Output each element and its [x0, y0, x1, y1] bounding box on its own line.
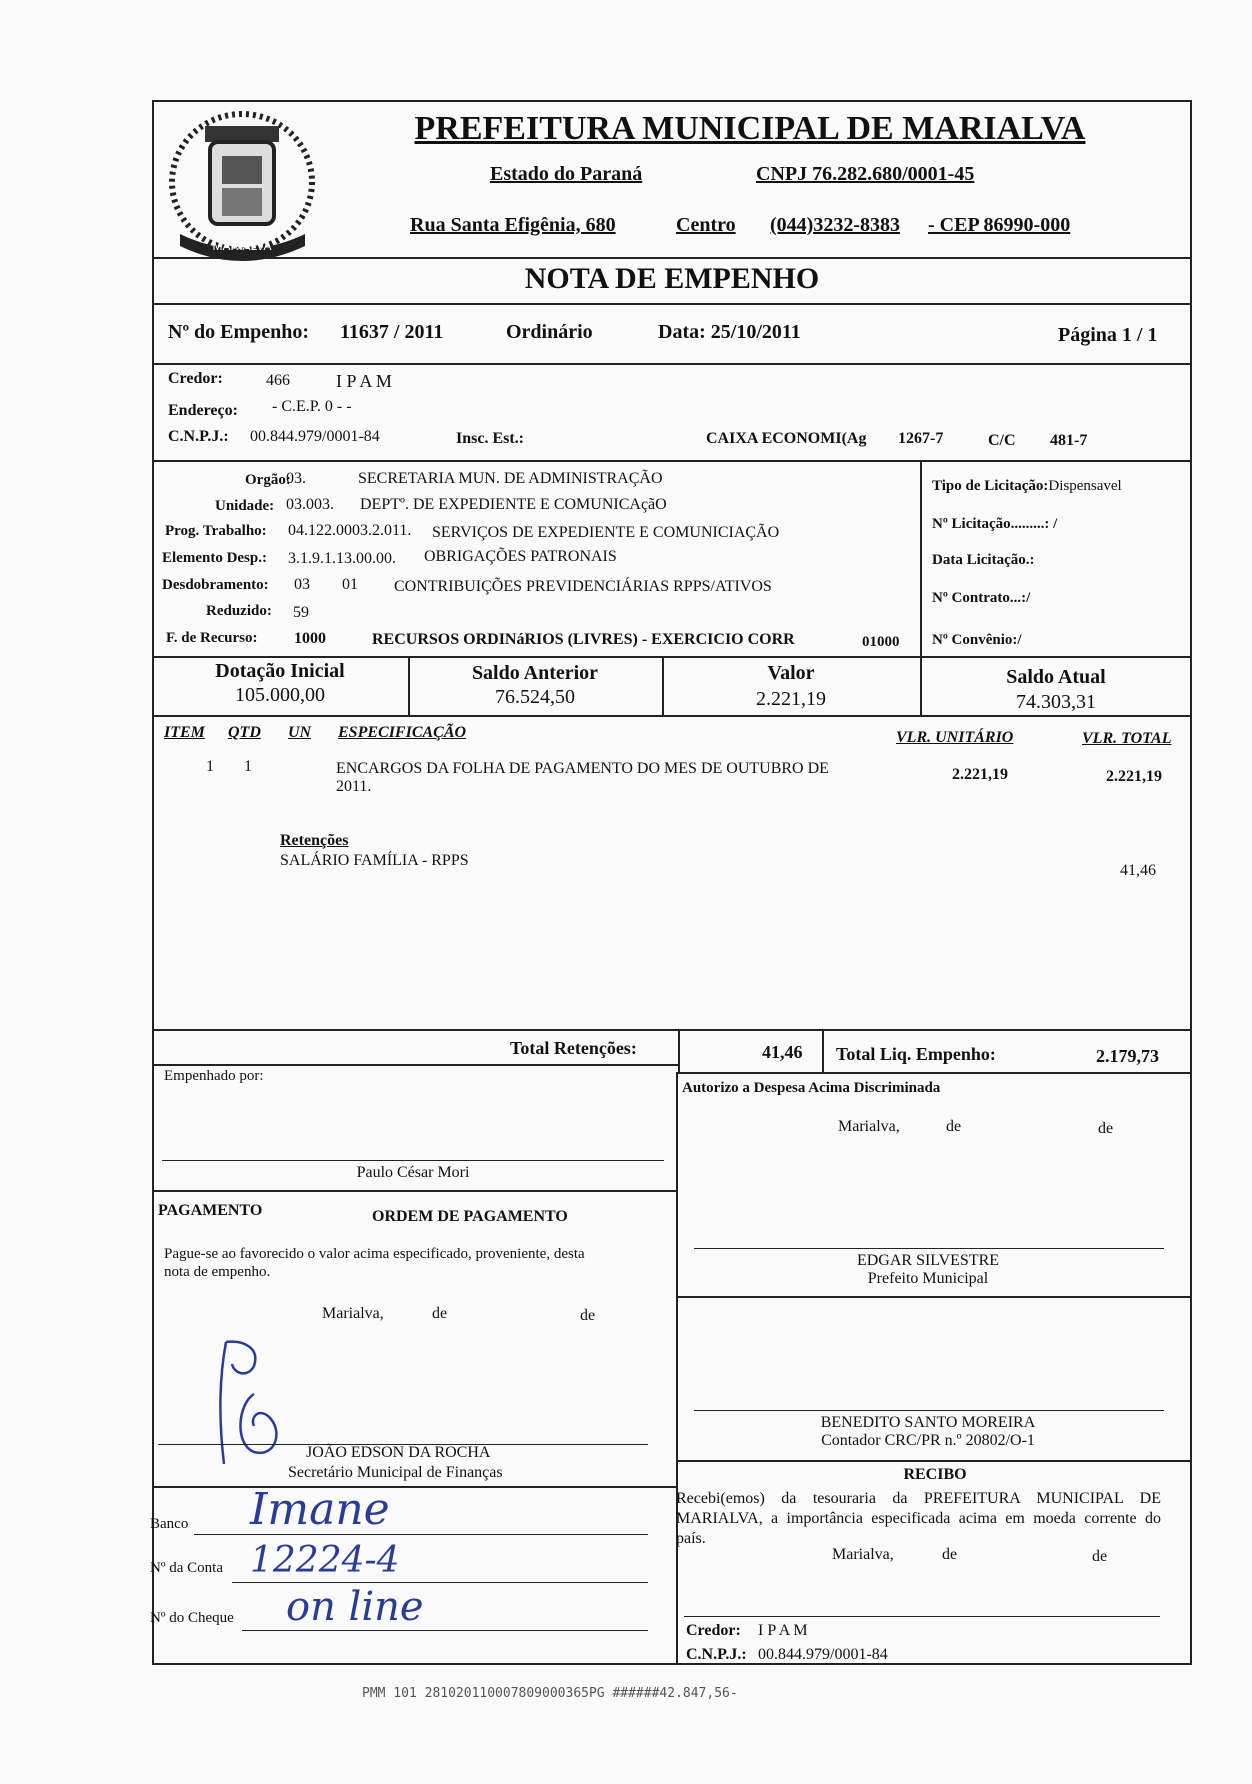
recibo-cnpj-label: C.N.P.J.:: [686, 1646, 747, 1663]
recurso-label: F. de Recurso:: [166, 630, 258, 646]
orgao-label: Orgão:: [245, 472, 291, 488]
retencao-name: SALÁRIO FAMÍLIA - RPPS: [280, 852, 469, 869]
item-qtd: 1: [244, 758, 252, 775]
desdobramento-code2: 01: [342, 576, 358, 593]
empenhado-name: Paulo César Mori: [356, 1164, 470, 1181]
col-un: UN: [288, 724, 312, 741]
saldo-atual-label: Saldo Atual: [1006, 666, 1106, 688]
credor-name: I P A M: [336, 371, 392, 391]
licitacao-number: Nº Licitação.........: /: [932, 516, 1058, 532]
page-number: Página 1 / 1: [1058, 324, 1158, 346]
unidade-name: DEPTº. DE EXPEDIENTE E COMUNICAçãO: [360, 496, 667, 513]
recibo-cnpj-value: 00.844.979/0001-84: [758, 1646, 888, 1663]
recurso-code: 1000: [294, 630, 326, 647]
unidade-label: Unidade:: [215, 498, 275, 514]
autorizo-de1: de: [946, 1118, 962, 1135]
credor-code: 466: [266, 372, 290, 389]
cheque-label: Nº do Cheque: [150, 1610, 234, 1626]
empenho-date: Data: 25/10/2011: [658, 321, 801, 343]
elemento-code: 3.1.9.1.13.00.00.: [288, 550, 396, 567]
coat-of-arms-icon: [160, 104, 325, 264]
saldo-anterior-label: Saldo Anterior: [471, 662, 599, 684]
total-retencoes-value: 41,46: [762, 1042, 803, 1062]
municipality-title: PREFEITURA MUNICIPAL DE MARIALVA: [414, 110, 1086, 147]
phone: (044)3232-8383: [770, 214, 900, 236]
contador-title: Contador CRC/PR n.º 20802/O-1: [821, 1432, 1035, 1449]
retencoes-title: Retenções: [280, 832, 349, 849]
cc-value: 481-7: [1050, 432, 1088, 449]
recurso-name: RECURSOS ORDINáRIOS (LIVRES) - EXERCICIO CORR: [372, 631, 795, 648]
orgao-name: SECRETARIA MUN. DE ADMINISTRAÇÃO: [358, 470, 663, 487]
desdobramento-name: CONTRIBUIÇÕES PREVIDENCIÁRIAS RPPS/ATIVOS: [394, 578, 772, 595]
prefeito-title: Prefeito Municipal: [867, 1270, 989, 1287]
recibo-text-line3: país.: [676, 1530, 706, 1547]
empenho-number-label: Nº do Empenho:: [168, 321, 310, 343]
recibo-credor-label: Credor:: [686, 1622, 741, 1639]
reduzido-label: Reduzido:: [206, 603, 272, 619]
dotacao-label: Dotação Inicial: [215, 660, 345, 682]
total-liquido-value: 2.179,73: [1096, 1046, 1159, 1066]
item-spec-line1: ENCARGOS DA FOLHA DE PAGAMENTO DO MES DE OUTUBRO DE: [336, 760, 829, 777]
valor-value: 2.221,19: [756, 688, 826, 710]
col-item: ITEM: [164, 724, 205, 741]
contador-name: BENEDITO SANTO MOREIRA: [820, 1414, 1036, 1431]
municipality-cnpj: CNPJ 76.282.680/0001-45: [756, 163, 975, 185]
col-spec: ESPECIFICAÇÃO: [338, 724, 467, 741]
retencao-value: 41,46: [1120, 862, 1156, 879]
autorizo-label: Autorizo a Despesa Acima Discriminada: [682, 1080, 941, 1096]
licitacao-date: Data Licitação.:: [932, 552, 1035, 568]
tipo-licitacao-label: Tipo de Licitação:: [932, 478, 1049, 494]
pagamento-text-line1: Pague-se ao favorecido o valor acima especificado, proveniente, desta: [164, 1246, 585, 1262]
recibo-city: Marialva,: [832, 1546, 894, 1563]
dotacao-value: 105.000,00: [235, 684, 325, 706]
saldo-anterior-value: 76.524,50: [495, 686, 575, 708]
banco-handwritten: Imane: [250, 1484, 390, 1535]
address-label: Endereço:: [168, 402, 238, 419]
conta-label: Nº da Conta: [150, 1560, 223, 1576]
cc-label: C/C: [988, 432, 1016, 449]
secretario-title: Secretário Municipal de Finanças: [288, 1464, 503, 1481]
recibo-de2: de: [1092, 1548, 1108, 1565]
total-liquido-label: Total Liq. Empenho:: [836, 1044, 996, 1064]
footer-stamp: PMM 101 281020110007809000365PG ######42.847,56-: [362, 1686, 738, 1701]
prog-code: 04.122.0003.2.011.: [288, 522, 412, 539]
col-unit-value: VLR. UNITÁRIO: [896, 729, 1014, 746]
tipo-licitacao: [932, 478, 1122, 495]
valor-label: Valor: [767, 662, 815, 684]
credor-cnpj: 00.844.979/0001-84: [250, 428, 380, 445]
cep: - CEP 86990-000: [928, 214, 1071, 236]
elemento-name: OBRIGAÇÕES PATRONAIS: [424, 548, 617, 565]
empenho-type: Ordinário: [506, 321, 593, 343]
pagamento-de2: de: [580, 1307, 596, 1324]
ordem-pagamento-label: ORDEM DE PAGAMENTO: [372, 1208, 568, 1225]
convenio-number: Nº Convênio:/: [932, 632, 1022, 648]
prog-name: SERVIÇOS DE EXPEDIENTE E COMUNICIAÇÃO: [432, 524, 780, 541]
saldo-atual-value: 74.303,31: [1016, 691, 1096, 713]
item-unit-value: 2.221,19: [952, 766, 1008, 783]
conta-handwritten: 12224-4: [250, 1540, 400, 1581]
prog-label: Prog. Trabalho:: [165, 523, 267, 539]
address-value: - C.E.P. 0 - -: [272, 398, 352, 415]
pagamento-city: Marialva,: [322, 1305, 384, 1322]
district: Centro: [676, 214, 736, 236]
prefeito-name: EDGAR SILVESTRE: [856, 1252, 1000, 1269]
elemento-label: Elemento Desp.:: [162, 550, 267, 566]
handwritten-signature-icon: [214, 1334, 304, 1474]
street-address: Rua Santa Efigênia, 680: [410, 214, 616, 236]
contrato-number: Nº Contrato...:/: [932, 590, 1031, 606]
autorizo-de2: de: [1098, 1120, 1114, 1137]
recibo-de1: de: [942, 1546, 958, 1563]
desdobramento-code1: 03: [294, 576, 310, 593]
total-retencoes-label: Total Retenções:: [510, 1038, 637, 1058]
pagamento-label: PAGAMENTO: [158, 1202, 263, 1219]
secretario-name: JOÃO EDSON DA ROCHA: [306, 1444, 491, 1461]
autorizo-city: Marialva,: [838, 1118, 900, 1135]
cheque-handwritten: on line: [286, 1584, 424, 1630]
cnpj-label: C.N.P.J.:: [168, 428, 229, 445]
pagamento-text-line2: nota de empenho.: [164, 1264, 271, 1280]
col-qtd: QTD: [228, 724, 261, 741]
banco-label: Banco: [150, 1516, 189, 1532]
col-total-value: VLR. TOTAL: [1082, 730, 1172, 747]
secretario-signature: [214, 1334, 304, 1474]
bank-name: CAIXA ECONOMI(Ag: [706, 430, 867, 447]
credor-label: Credor:: [168, 370, 223, 387]
item-number: 1: [206, 758, 214, 775]
recibo-credor-value: I P A M: [758, 1622, 808, 1639]
empenhado-label: Empenhado por:: [164, 1068, 264, 1084]
pagamento-de1: de: [432, 1305, 448, 1322]
item-total-value: 2.221,19: [1106, 768, 1162, 785]
orgao-code: 03.: [286, 470, 306, 487]
desdobramento-label: Desdobramento:: [162, 577, 269, 593]
coat-of-arms: [160, 104, 325, 264]
document-title: NOTA DE EMPENHO: [524, 262, 820, 295]
insc-est-label: Insc. Est.:: [456, 430, 525, 447]
state-name: Estado do Paraná: [490, 163, 643, 185]
recurso-number: 01000: [862, 634, 900, 650]
recibo-text-line1: Recebi(emos) da tesouraria da PREFEITURA MUNICIPAL DE: [676, 1490, 1161, 1507]
bank-agency: 1267-7: [898, 430, 944, 447]
coat-of-arms-label: MARIALVA: [212, 239, 272, 253]
tipo-licitacao-value: Dispensavel: [1048, 478, 1122, 494]
reduzido-value: 59: [293, 604, 309, 621]
empenho-number: 11637 / 2011: [340, 321, 444, 343]
unidade-code: 03.003.: [286, 496, 334, 513]
item-spec-line2: 2011.: [336, 778, 372, 795]
recibo-title: RECIBO: [903, 1466, 967, 1483]
recibo-text-line2: MARIALVA, a importância especificada acima em moeda corrente do: [676, 1510, 1161, 1527]
